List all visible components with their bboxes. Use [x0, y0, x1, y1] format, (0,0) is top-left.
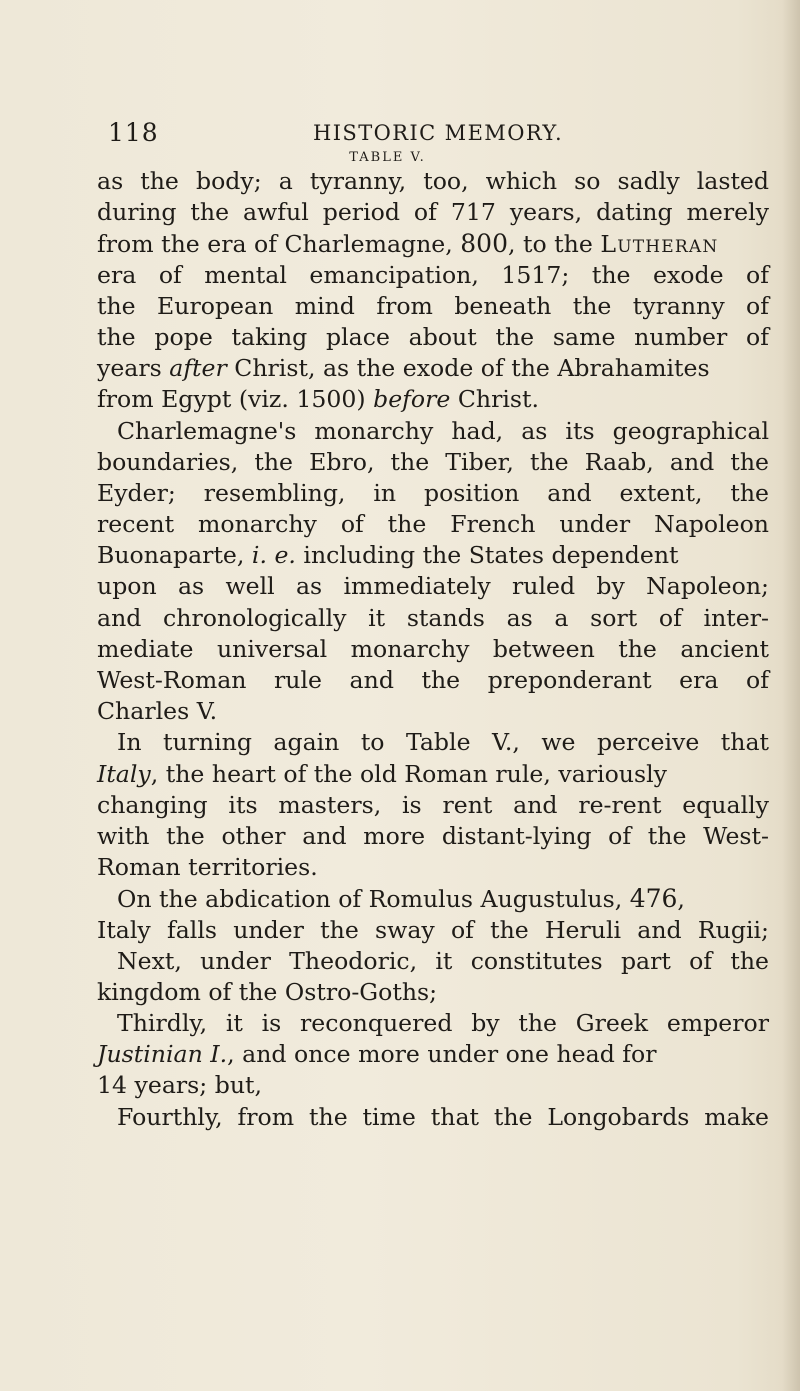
text-span: with the other and more distant-lying of the West- [97, 821, 769, 850]
text-span: Charles V. [97, 697, 218, 726]
text-line [97, 353, 769, 384]
text-span: and chronologically it stands as a sort of inter- [97, 603, 769, 632]
text-span: , [677, 885, 685, 914]
paragraph-start-line [97, 1102, 769, 1133]
text-line [97, 571, 769, 602]
text-line [97, 790, 769, 821]
text-line [97, 759, 769, 790]
text-span: boundaries, the Ebro, the Tiber, the Raab, and the [97, 447, 769, 476]
text-span: Next, under Theodoric, it constitutes part of the [117, 946, 769, 975]
text-line [97, 447, 769, 478]
text-span: from the era of Charlemagne, [97, 230, 461, 259]
running-head: HISTORIC MEMORY. [313, 121, 564, 145]
text-line [97, 322, 769, 353]
text-span: Charlemagne's monarchy had, as its geographical [117, 416, 769, 445]
text-line [97, 291, 769, 322]
page-edge-shadow [782, 0, 800, 1391]
text-line [97, 509, 769, 540]
text-span: changing its masters, is rent and re-rent equally [97, 790, 769, 819]
text-span: In turning again to Table V., we perceive that [117, 728, 769, 757]
italic-term: i. e. [251, 541, 296, 570]
text-span: mediate universal monarchy between the ancient [97, 634, 769, 663]
paragraph-end-line [97, 696, 769, 727]
text-span: the pope taking place about the same number of [97, 322, 769, 351]
text-span: , the heart of the old Roman rule, variously [150, 759, 667, 788]
text-line [97, 1039, 769, 1070]
text-span: Thirdly, it is reconquered by the Greek emperor [117, 1009, 769, 1038]
text-span: Christ. [450, 385, 540, 414]
text-span: Eyder; resembling, in position and extent, the [97, 478, 769, 507]
paragraph-end-line [97, 852, 769, 883]
text-span: upon as well as immediately ruled by Napoleon; [97, 572, 769, 601]
text-span: Roman territories. [97, 853, 318, 882]
text-line [97, 821, 769, 852]
text-span: kingdom of the Ostro-Goths; [97, 977, 438, 1006]
paragraph-end-line [97, 1070, 769, 1101]
text-line [97, 260, 769, 291]
text-line [97, 915, 769, 946]
text-span: , and once more under one head for [227, 1040, 657, 1069]
text-span: recent monarchy of the French under Napoleon [97, 510, 769, 539]
text-span: years [97, 354, 170, 383]
paragraph-start-line [97, 946, 769, 977]
text-span: West-Roman rule and the preponderant era of [97, 666, 769, 694]
text-span: as the body; a tyranny, too, which so sadly lasted [97, 167, 769, 195]
text-line [97, 166, 769, 197]
text-span: era of mental emancipation, 1517; the exode of [97, 260, 769, 289]
section-label-text: TABLE V. [349, 150, 426, 165]
paragraph-start-line [97, 883, 769, 914]
italic-term: Justinian I. [97, 1040, 228, 1069]
year-figure: 800 [460, 229, 508, 259]
body-text [97, 166, 769, 1133]
text-line [97, 228, 769, 259]
italic-term: after [169, 354, 227, 383]
text-line [97, 603, 769, 634]
italic-term: before [373, 385, 451, 414]
text-span: Italy falls under the sway of the Heruli and Rugii; [97, 915, 769, 944]
text-span: from Egypt (viz. 1500) [97, 385, 374, 414]
paragraph-start-line [97, 1008, 769, 1039]
text-line [97, 540, 769, 571]
paragraph-start-line [97, 727, 769, 758]
year-figure: 476 [629, 884, 678, 914]
page-header [108, 118, 748, 152]
text-line [97, 634, 769, 665]
text-span: Christ, as the exode of the Abrahamites [226, 354, 710, 383]
paragraph-end-line [97, 977, 769, 1008]
paragraph-start-line [97, 416, 769, 447]
text-line [97, 665, 769, 696]
text-span: 14 years; but, [97, 1071, 262, 1100]
text-line [97, 384, 769, 415]
small-caps-term: Lutheran [600, 230, 719, 259]
section-label [0, 150, 800, 165]
page-number: 118 [108, 118, 159, 147]
text-span: Buonaparte, [97, 541, 252, 570]
italic-term: Italy [97, 759, 151, 788]
text-span: On the abdication of Romulus Augustulus, [117, 885, 630, 914]
text-span: the European mind from beneath the tyranny of [97, 291, 769, 320]
text-span: , to the [508, 230, 601, 259]
text-span: during the awful period of 717 years, dating merely [97, 198, 769, 227]
text-line [97, 478, 769, 509]
text-line [97, 197, 769, 228]
text-span: Fourthly, from the time that the Longobards make [117, 1102, 769, 1131]
text-span: including the States dependent [295, 541, 679, 570]
